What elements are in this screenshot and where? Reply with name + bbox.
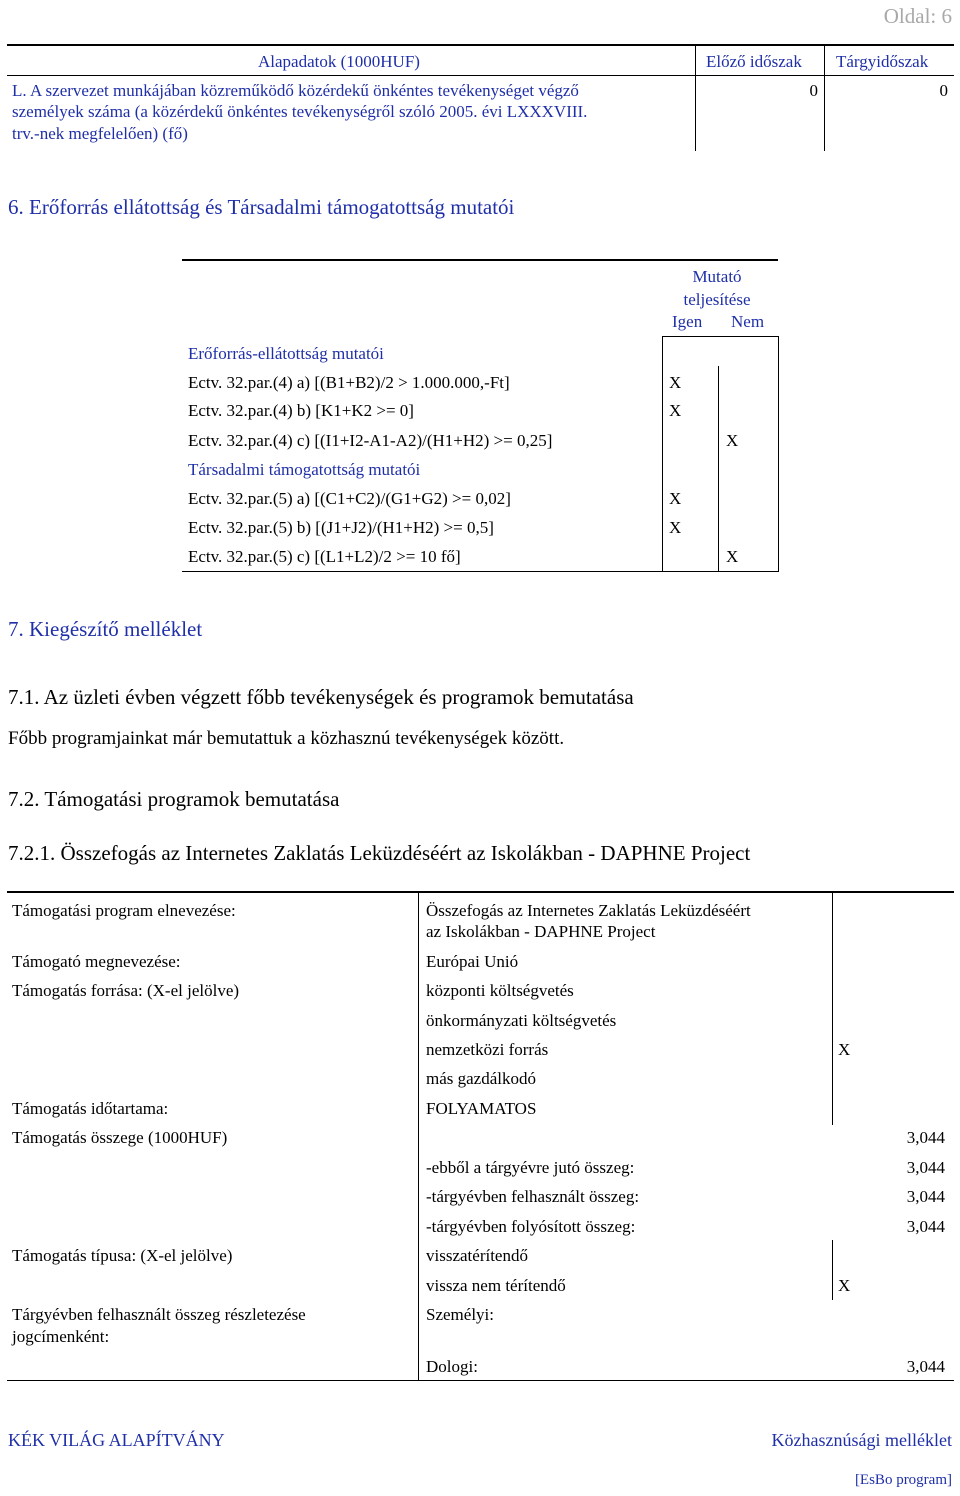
supporter-label: Támogató megnevezése: [12,952,181,971]
page-value: 6 [941,4,952,28]
header-col-previous-period: Előző időszak [706,52,802,71]
header-col-basic-data: Alapadatok (1000HUF) [258,52,420,71]
footer-program: [EsBo program] [854,1472,952,1488]
detail-label-line1: Tárgyévben felhasznált összeg részletezése [12,1305,306,1324]
duration-label: Támogatás időtartama: [12,1099,169,1118]
detail-item-label: Személyi: [426,1305,494,1324]
page-number [884,4,952,29]
duration-value: FOLYAMATOS [426,1099,537,1118]
indicator-head-igen: Igen [672,312,703,331]
type-label: Támogatás típusa: (X-el jelölve) [12,1246,233,1265]
section721-title: 7.2.1. Összefogás az Internetes Zaklatás Leküzdéséért az Iskolákban - DAPHNE Project [8,841,751,865]
supporter-value: Európai Unió [426,952,519,971]
type-item: visszatérítendő [426,1246,528,1265]
indicator-row-label: Ectv. 32.par.(4) b) [K1+K2 >= 0] [188,401,414,420]
type-mark: X [838,1276,851,1295]
volunteer-label-line2: személyek száma (a közérdekű önkéntes tevékenységről szóló 2005. évi LXXXVIII. [12,102,588,121]
program-label: Támogatási program elnevezése: [12,901,236,920]
volunteer-curr-value: 0 [939,81,948,100]
indicator-row-label: Ectv. 32.par.(4) c) [(I1+I2-A1-A2)/(H1+H2) >= 0,25] [188,431,553,450]
section7-title: 7. Kiegészítő melléklet [8,617,203,641]
section71-text: Főbb programjainkat már bemutattuk a közhasznú tevékenységek között. [8,728,565,749]
sub-amount-label: -tárgyévben felhasznált összeg: [426,1187,640,1206]
detail-item-value: 3,044 [906,1357,945,1376]
indicator-row-label: Ectv. 32.par.(5) b) [(J1+J2)/(H1+H2) >= 0,5] [188,518,494,537]
sub-amount-value: 3,044 [906,1217,945,1236]
volunteer-label-line1: L. A szervezet munkájában közreműködő közérdekű önkéntes tevékenységet végző [12,81,579,100]
detail-item-label: Dologi: [426,1357,478,1376]
section72-title: 7.2. Támogatási programok bemutatása [8,787,340,811]
sub-amount-label: -ebből a tárgyévre jutó összeg: [426,1158,635,1177]
indicator-row-label: Ectv. 32.par.(5) a) [(C1+C2)/(G1+G2) >= 0,02] [188,489,511,508]
sub-amount-value: 3,044 [906,1187,945,1206]
indicator-row-label: Ectv. 32.par.(4) a) [(B1+B2)/2 > 1.000.000,-Ft] [188,373,510,392]
footer-document-type: Közhasznúsági melléklet [771,1430,952,1450]
footer-organization: KÉK VILÁG ALAPÍTVÁNY [8,1430,225,1450]
source-mark: X [838,1040,851,1059]
section6-title: 6. Erőforrás ellátottság és Társadalmi támogatottság mutatói [8,195,515,219]
sub-amount-label: -tárgyévben folyósított összeg: [426,1217,636,1236]
source-item: önkormányzati költségvetés [426,1011,617,1030]
source-item: más gazdálkodó [426,1069,536,1088]
indicator-head-line1: Mutató [692,267,742,286]
program-name-line2: az Iskolákban - DAPHNE Project [426,922,656,941]
source-item: nemzetközi forrás [426,1040,549,1059]
source-item: központi költségvetés [426,981,574,1000]
indicator-row-igen: X [669,518,682,537]
indicator-group-social: Társadalmi támogatottság mutatói [188,460,421,479]
indicator-row-nem: X [726,547,739,566]
amount-value: 3,044 [906,1128,945,1147]
amount-label: Támogatás összege (1000HUF) [12,1128,228,1147]
indicator-row-igen: X [669,373,682,392]
sub-amount-value: 3,044 [906,1158,945,1177]
indicator-group-resource: Erőforrás-ellátottság mutatói [188,344,384,363]
indicator-head-nem: Nem [731,312,765,331]
indicator-row-igen: X [669,489,682,508]
indicator-row-label: Ectv. 32.par.(5) c) [(L1+L2)/2 >= 10 fő] [188,547,461,566]
section71-title: 7.1. Az üzleti évben végzett főbb tevékenységek és programok bemutatása [8,685,634,709]
source-label: Támogatás forrása: (X-el jelölve) [12,981,240,1000]
detail-label-line2: jogcímenként: [12,1327,110,1346]
program-name-line1: Összefogás az Internetes Zaklatás Leküzdéséért [426,901,751,920]
indicator-head-line2: teljesítése [683,290,751,309]
indicator-row-igen: X [669,401,682,420]
header-col-current-period: Tárgyidőszak [836,52,929,71]
page-label: Oldal: [883,4,937,28]
indicator-row-nem: X [726,431,739,450]
volunteer-label-line3: trv.-nek megfelelően) (fő) [12,124,188,143]
type-item: vissza nem térítendő [426,1276,566,1295]
volunteer-prev-value: 0 [809,81,818,100]
